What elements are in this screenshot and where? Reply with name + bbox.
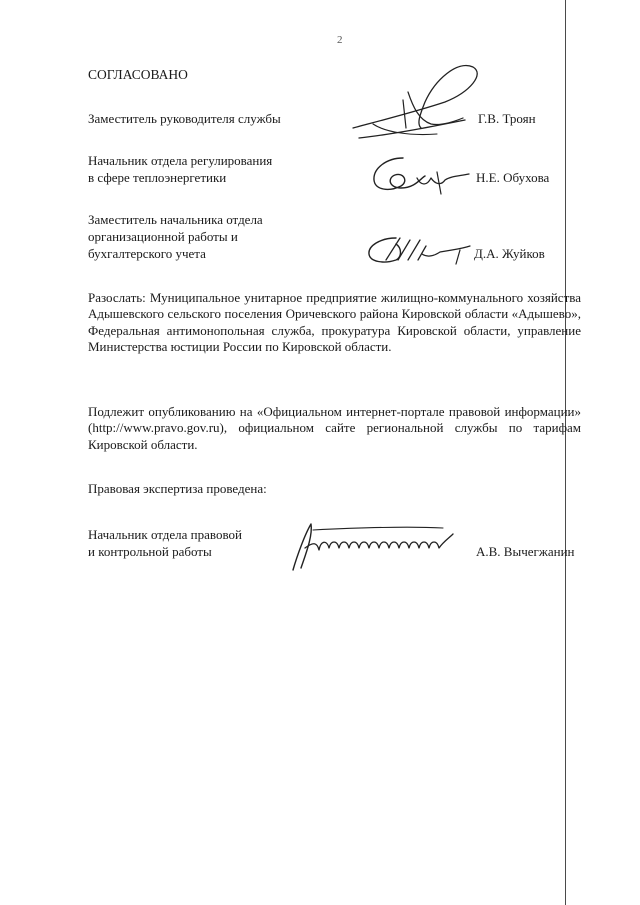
approver-3-position-line-3: бухгалтерского учета — [88, 246, 206, 261]
legal-review-label: Правовая экспертиза проведена: — [88, 481, 267, 496]
approver-3-position-line-1: Заместитель начальника отдела — [88, 212, 263, 227]
approver-1-position: Заместитель руководителя службы — [88, 111, 281, 126]
legal-signatory-name: А.В. Вычегжанин — [476, 544, 575, 559]
approver-2-position-line-2: в сфере теплоэнергетики — [88, 170, 227, 185]
publication-text: Подлежит опубликованию на «Официальном интернет-портале правовой информации» (http://www.pravo.gov.ru), официальном сайте региональной службы по тарифам Кировской области. — [88, 404, 581, 452]
legal-signatory-position-line-1: Начальник отдела правовой — [88, 527, 242, 542]
approver-2-name: Н.Е. Обухова — [476, 170, 550, 185]
signature-zhuikov — [362, 232, 474, 272]
page-number: 2 — [337, 34, 343, 46]
signature-obukhova — [365, 148, 475, 198]
approver-3-name: Д.А. Жуйков — [474, 246, 545, 261]
approver-3-position-line-2: организационной работы и — [88, 229, 238, 244]
approval-heading: СОГЛАСОВАНО — [88, 67, 188, 82]
signature-troyan — [345, 62, 485, 144]
approver-1-name: Г.В. Троян — [478, 111, 536, 126]
legal-signatory-position-line-2: и контрольной работы — [88, 544, 212, 559]
distribution-text: Разослать: Муниципальное унитарное предприятие жилищно-коммунального хозяйства Адышевского сельского поселения Оричевского района Кировской области «Адышево», Федеральная антимонопольная служба, прокуратура Кировской области, управление Министерства юстиции России по Кировской области. — [88, 290, 581, 355]
signature-vychegzhanin — [283, 520, 458, 574]
approver-2-position-line-1: Начальник отдела регулирования — [88, 153, 273, 168]
